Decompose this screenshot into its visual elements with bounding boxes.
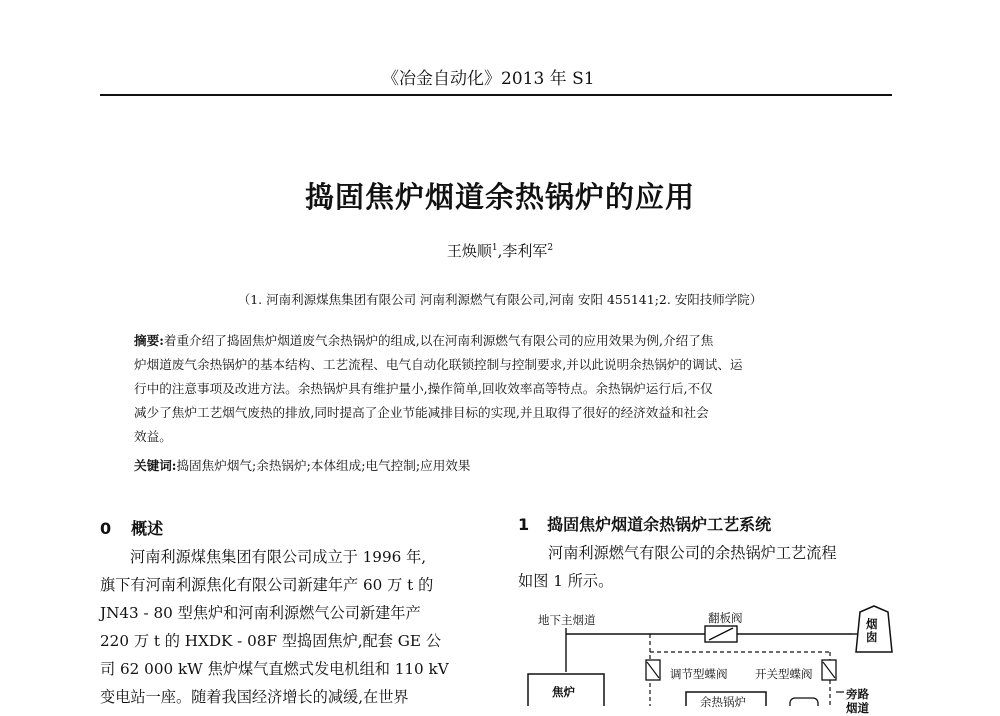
- section-1-heading: [518, 512, 771, 535]
- body-line: 变电站一座。随着我国经济增长的减缓,在世界: [100, 688, 409, 706]
- author-2-affil: 2: [547, 243, 554, 253]
- body-line: JN43 - 80 型焦炉和河南利源燃气公司新建年产: [100, 604, 421, 622]
- abstract-line: 减少了焦炉工艺烟气废热的排放,同时提高了企业节能减排目标的实现,并且取得了很好的经济效益和社会: [134, 405, 709, 420]
- keywords-text: 捣固焦炉烟气;余热锅炉;本体组成;电气控制;应用效果: [176, 458, 471, 473]
- label-coke-oven: 焦炉: [552, 685, 575, 699]
- abstract-line: [134, 330, 713, 349]
- body-line: 河南利源燃气有限公司的余热锅炉工艺流程: [548, 544, 837, 562]
- label-switch-valve: 开关型蝶阀: [755, 667, 813, 681]
- journal-header: 《冶金自动化》2013 年 S1: [382, 69, 595, 89]
- section-0-number: 0: [100, 519, 112, 538]
- label-flue: 烟道: [846, 701, 869, 715]
- section-1-number: 1: [518, 515, 530, 534]
- paper-title: 捣固焦炉烟道余热锅炉的应用: [304, 180, 695, 214]
- label-chimney: 烟囱: [866, 617, 878, 644]
- label-bypass: 旁路: [846, 687, 869, 701]
- abstract-text: 着重介绍了捣固焦炉烟道废气余热锅炉的组成,以在河南利源燃气有限公司的应用效果为例,介绍了焦: [163, 333, 714, 348]
- abstract-line: 行中的注意事项及改进方法。余热锅炉具有维护量小,操作简单,回收效率高等特点。余热锅炉运行后,不仅: [134, 381, 713, 396]
- author-2: 李利军: [502, 242, 548, 260]
- body-line: 220 万 t 的 HXDK - 08F 型捣固焦炉,配套 GE 公: [100, 632, 442, 650]
- label-regulating-valve: 调节型蝶阀: [670, 667, 728, 681]
- abstract-line: 炉烟道废气余热锅炉的基本结构、工艺流程、电气自动化联锁控制与控制要求,并以此说明余热锅炉的调试、运: [134, 357, 743, 372]
- body-line: 如图 1 所示。: [518, 572, 614, 590]
- body-line: 旗下有河南利源焦化有限公司新建年产 60 万 t 的: [100, 576, 434, 594]
- keywords: [134, 455, 470, 474]
- fan-symbol: [790, 698, 818, 706]
- section-1-title: 捣固焦炉烟道余热锅炉工艺系统: [547, 515, 772, 534]
- author-separator: ,: [497, 242, 503, 260]
- section-0-title: 概述: [131, 519, 164, 538]
- label-boiler: 余热锅炉: [700, 695, 746, 709]
- abstract-line: 效益。: [134, 429, 172, 444]
- label-main-flue: 地下主烟道: [538, 613, 596, 627]
- affiliation: （1. 河南利源煤焦集团有限公司 河南利源燃气有限公司,河南 安阳 455141;2. 安阳技师学院）: [237, 292, 763, 307]
- authors: [0, 240, 1000, 261]
- section-0-heading: [100, 516, 163, 539]
- label-flap-valve: 翻板阀: [708, 611, 743, 625]
- author-1: 王焕顺: [446, 242, 492, 260]
- body-line: 河南利源煤焦集团有限公司成立于 1996 年,: [130, 548, 427, 566]
- keywords-label: 关键词:: [134, 458, 177, 473]
- author-1-affil: 1: [491, 243, 498, 253]
- body-line: 司 62 000 kW 焦炉煤气直燃式发电机组和 110 kV: [100, 660, 449, 678]
- abstract-label: 摘要:: [134, 333, 164, 348]
- header-rule: [100, 94, 892, 96]
